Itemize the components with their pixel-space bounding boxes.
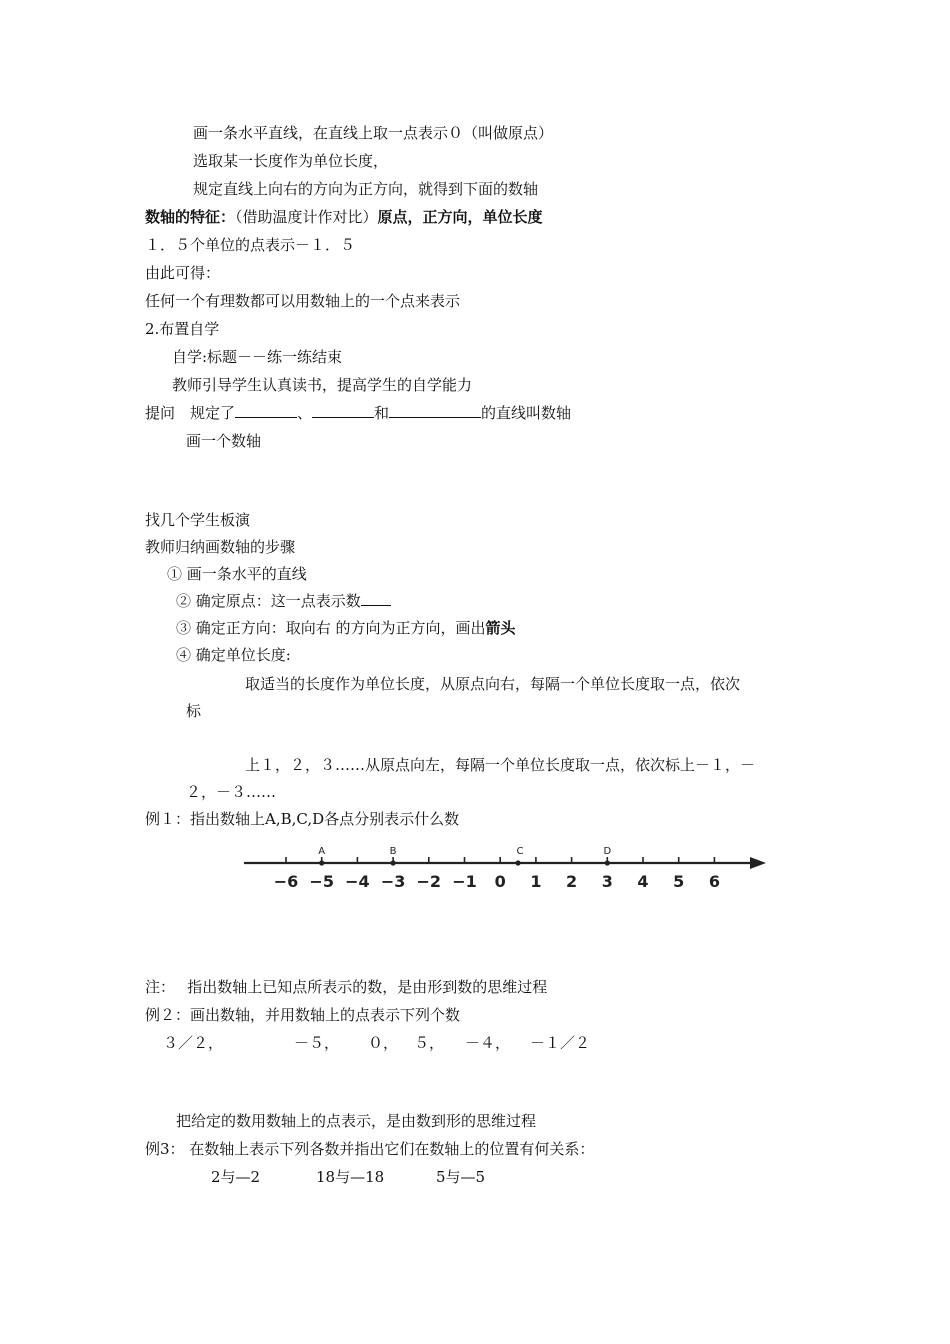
unit-desc-2: 标 <box>186 702 202 720</box>
axis-tick-label: −2 <box>416 872 442 891</box>
example-3: 例3： 在数轴上表示下列各数并指出它们在数轴上的位置有何关系： <box>145 1140 595 1158</box>
line-any-rational: 任何一个有理数都可以用数轴上的一个点来表示 <box>145 292 461 310</box>
ex2-num-1: ３／２， <box>163 1034 224 1052</box>
intro-line-1: 画一条水平直线，在直线上取一点表示０（叫做原点） <box>193 124 554 142</box>
point-label-d: D <box>603 846 612 857</box>
ex3-pair-2: 18与—18 <box>316 1168 385 1186</box>
question-prefix: 提问 规定了 <box>145 404 236 422</box>
fill-blank-3 <box>389 403 481 418</box>
intro-line-2: 选取某一长度作为单位长度， <box>193 152 389 170</box>
point-label-c: C <box>516 846 524 857</box>
num-to-shape-line: 把给定的数用数轴上的点表示，是由数到形的思维过程 <box>176 1112 537 1130</box>
unit-desc-4: ２，－３…… <box>186 783 277 801</box>
step-1: ① 画一条水平的直线 <box>167 565 307 583</box>
ex2-num-3: ０， <box>368 1034 399 1052</box>
axis-tick-label: 6 <box>708 872 720 891</box>
point-label-b: B <box>389 846 397 857</box>
axis-tick-label: −5 <box>309 872 334 891</box>
section-2-heading: 2.布置自学 <box>145 320 220 338</box>
axis-tick-label: 1 <box>530 872 542 891</box>
fill-blank-1 <box>235 403 297 418</box>
step-3-arrow-word: 箭头 <box>485 619 516 637</box>
features-list: 原点，正方向，单位长度 <box>377 208 543 226</box>
self-study-line: 自学:标题－－练一练结束 <box>172 348 343 366</box>
axis-features-line <box>145 207 543 227</box>
point-b <box>391 860 396 865</box>
point-c <box>515 860 520 865</box>
axis-tick-label: −4 <box>345 872 370 891</box>
board-line: 找几个学生板演 <box>145 511 251 529</box>
step-3-line <box>176 618 516 638</box>
teacher-guide-line: 教师引导学生认真读书，提高学生的自学能力 <box>172 376 473 394</box>
step-2: ② 确定原点：这一点表示数 <box>176 592 361 610</box>
ex3-pair-3: 5与—5 <box>436 1168 486 1186</box>
axis-tick-label: 0 <box>494 872 506 891</box>
intro-line-3: 规定直线上向右的方向为正方向，就得到下面的数轴 <box>193 180 539 198</box>
axis-tick-label: 5 <box>673 872 685 891</box>
question-tail: 的直线叫数轴 <box>481 404 572 422</box>
line-one-point-five: １．５个单位的点表示－１．５ <box>145 236 356 254</box>
axis-arrowhead <box>750 857 766 869</box>
number-line-figure <box>240 838 770 894</box>
ex2-num-6: －１／２ <box>530 1034 591 1052</box>
axis-tick-label: 3 <box>601 872 613 891</box>
ex2-num-5: －４， <box>465 1034 511 1052</box>
point-a <box>319 860 324 865</box>
features-compare: （借助温度计作对比） <box>235 208 378 226</box>
step-3: ③ 确定正方向：取向右 的方向为正方向，画出 <box>176 619 486 637</box>
question-sep-2: 和 <box>374 404 390 422</box>
unit-desc-3: 上１，２，３……从原点向左，每隔一个单位长度取一点，依次标上－１，－ <box>245 756 756 774</box>
ex2-num-2: －５， <box>294 1034 340 1052</box>
axis-tick-label: 2 <box>566 872 578 891</box>
features-heading: 数轴的特征： <box>145 208 236 226</box>
axis-tick-label: −1 <box>452 872 477 891</box>
draw-axis-line: 画一个数轴 <box>186 432 262 450</box>
step-2-line <box>176 591 391 611</box>
line-thus: 由此可得： <box>145 264 221 282</box>
axis-tick-label: 4 <box>637 872 649 891</box>
note-line: 注： 指出数轴上已知点所表示的数，是由形到数的思维过程 <box>145 978 548 996</box>
example-1: 例１：指出数轴上A,B,C,D各点分别表示什么数 <box>145 810 460 828</box>
point-d <box>605 860 610 865</box>
question-sep-1: 、 <box>297 404 313 422</box>
axis-tick-label: −3 <box>380 872 406 891</box>
ex2-num-4: ５， <box>414 1034 445 1052</box>
step-2-blank <box>361 591 391 606</box>
example-2: 例２：画出数轴，并用数轴上的点表示下列个数 <box>145 1006 461 1024</box>
unit-desc-1: 取适当的长度作为单位长度，从原点向右，每隔一个单位长度取一点，依次 <box>245 675 741 693</box>
axis-tick-label: −6 <box>273 872 299 891</box>
question-line <box>145 403 571 423</box>
steps-title: 教师归纳画数轴的步骤 <box>145 538 296 556</box>
fill-blank-2 <box>312 403 374 418</box>
point-label-a: A <box>318 846 326 857</box>
step-4: ④ 确定单位长度: <box>176 646 291 664</box>
ex3-pair-1: 2与—2 <box>211 1168 261 1186</box>
